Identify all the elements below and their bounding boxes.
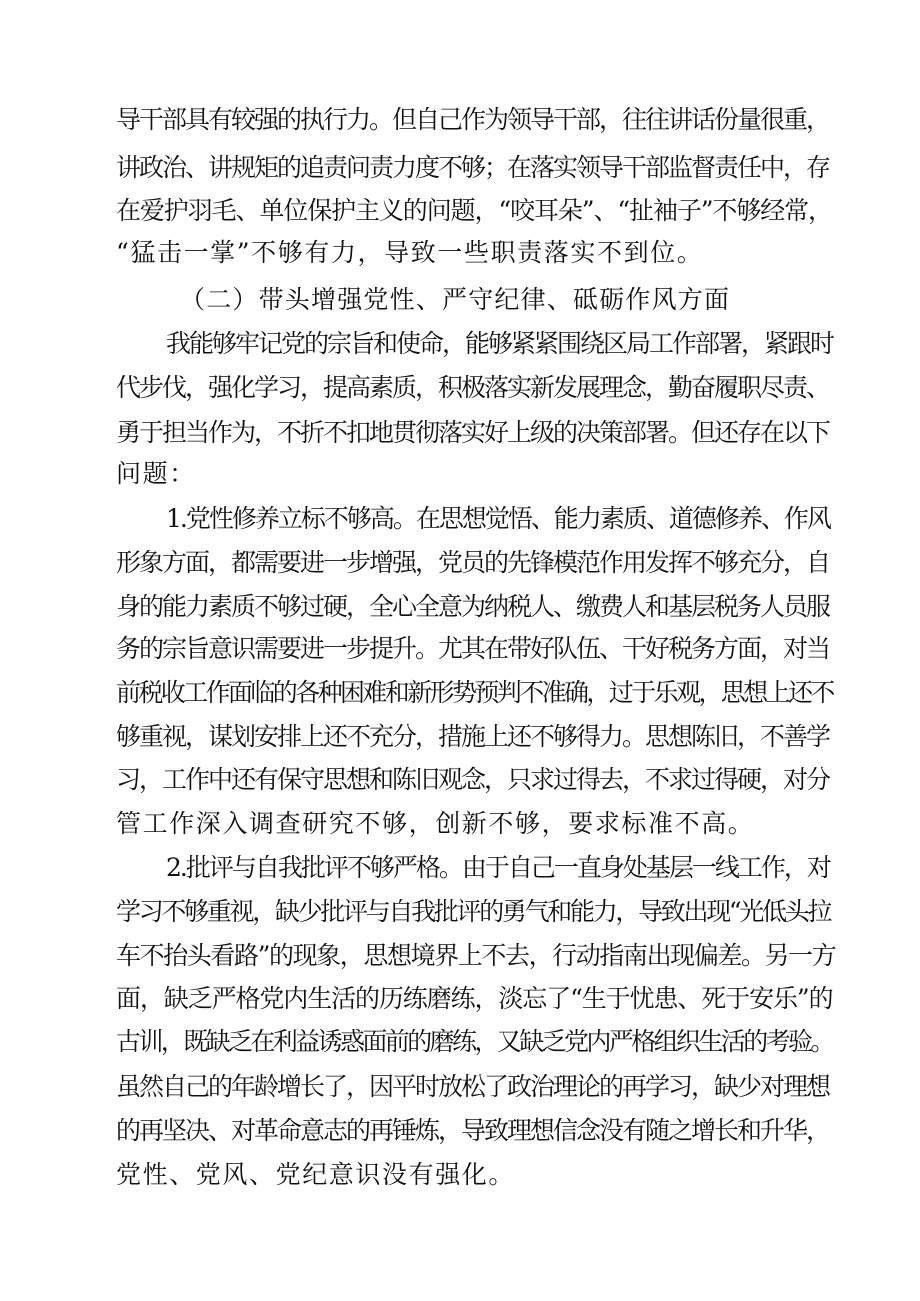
text-line: 身的能力素质不够过硬，全心全意为纳税人、缴费人和基层税务人员服 [116,592,830,621]
text-line: 在爱护羽毛、单位保护主义的问题，“咬耳朵”、“扯袖子”不够经常， [116,196,832,225]
text-line: 党性、党风、党纪意识没有强化。 [116,1160,516,1189]
text-line: 务的宗旨意识需要进一步提升。尤其在带好队伍、干好税务方面，对当 [116,634,830,663]
text-line: 问题： [116,459,196,488]
text-line: 的再坚决、对革命意志的再锤炼，导致理想信念没有随之增长和升华， [116,1116,830,1145]
text-line: 导干部具有较强的执行力。但自己作为领导干部，往往讲话份量很重， [116,105,830,134]
text-line: 代步伐，强化学习，提高素质，积极落实新发展理念，勤奋履职尽责、 [116,373,830,402]
text-line: 讲政治、讲规矩的追责问责力度不够；在落实领导干部监督责任中，存 [116,153,830,182]
text-line: “猛击一掌”不够有力，导致一些职责落实不到位。 [116,238,704,267]
text-line: 勇于担当作为，不折不扣地贯彻落实好上级的决策部署。但还存在以下 [116,418,830,447]
text-line: 学习不够重视，缺少批评与自我批评的勇气和能力，导致出现“光低头拉 [116,897,831,926]
text-line: 习，工作中还有保守思想和陈旧观念，只求过得去，不求过得硬，对分 [116,765,830,794]
text-line: 面，缺乏严格党内生活的历练磨练，淡忘了“生于忧患、死于安乐”的 [116,984,833,1013]
paragraph-first-line: 我能够牢记党的宗旨和使命，能够紧紧围绕区局工作部署，紧跟时 [166,329,834,358]
text-line: 车不抬头看路”的现象，思想境界上不去，行动指南出现偏差。另一方 [116,941,836,970]
text-line: 虽然自己的年龄增长了，因平时放松了政治理论的再学习，缺少对理想 [116,1072,830,1101]
section-heading: （二）带头增强党性、严守纪律、砥砺作风方面 [180,285,731,314]
text-line: 够重视，谋划安排上还不充分，措施上还不够得力。思想陈旧，不善学 [116,722,830,751]
paragraph-first-line: 2.批评与自我批评不够严格。由于自己一直身处基层一线工作，对 [166,853,830,882]
text-line: 前税收工作面临的各种困难和新形势预判不准确，过于乐观，思想上还不 [116,678,833,707]
text-line: 管工作深入调查研究不够，创新不够，要求标准不高。 [116,809,755,838]
paragraph-first-line: 1.党性修养立标不够高。在思想觉悟、能力素质、道德修养、作风 [166,504,830,533]
text-line: 古训，既缺乏在利益诱惑面前的磨练，又缺乏党内严格组织生活的考验。 [116,1027,833,1056]
text-line: 形象方面，都需要进一步增强，党员的先锋模范作用发挥不够充分，自 [116,548,830,577]
